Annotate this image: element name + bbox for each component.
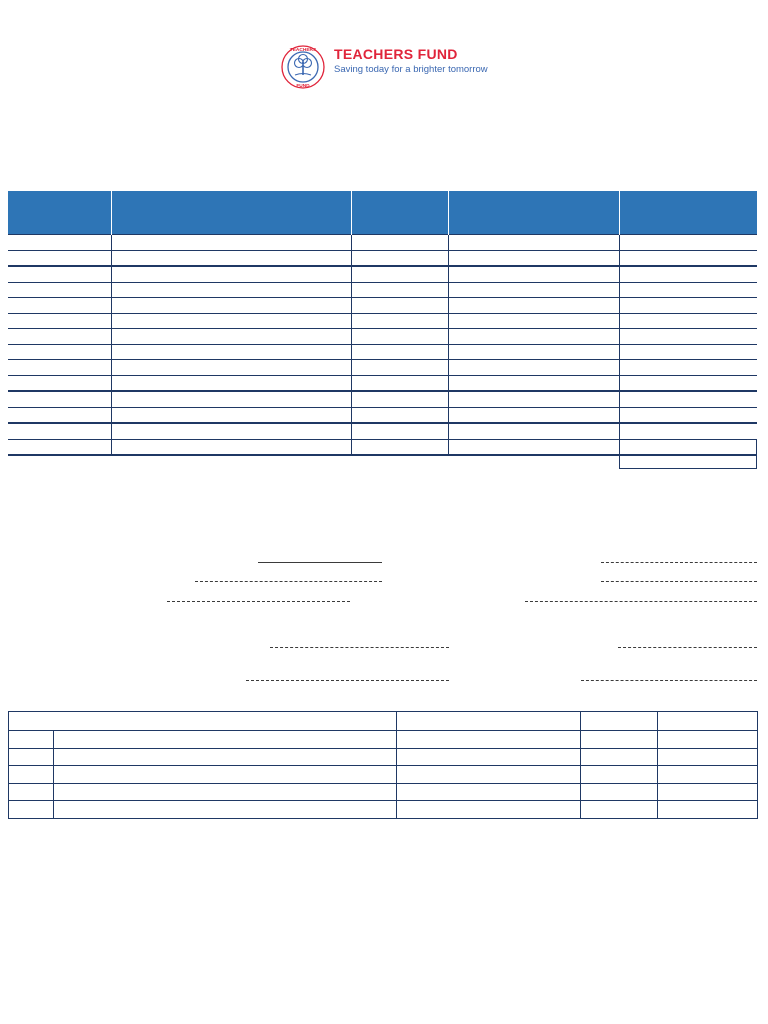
table-cell[interactable]	[111, 407, 351, 423]
table-row	[8, 375, 757, 391]
table-row	[9, 748, 758, 766]
table-cell[interactable]	[54, 731, 397, 749]
table-cell[interactable]	[8, 423, 111, 439]
table-cell[interactable]	[448, 360, 619, 376]
table-cell[interactable]	[448, 407, 619, 423]
table-cell[interactable]	[619, 298, 757, 314]
table-cell[interactable]	[351, 439, 448, 455]
table-cell[interactable]	[9, 783, 54, 801]
table-cell[interactable]	[397, 801, 581, 819]
table-cell[interactable]	[658, 766, 758, 784]
contribution-table	[8, 191, 757, 456]
table-cell[interactable]	[351, 407, 448, 423]
table-cell[interactable]	[9, 801, 54, 819]
table-cell[interactable]	[54, 748, 397, 766]
table-row	[8, 282, 757, 298]
table-cell[interactable]	[54, 783, 397, 801]
table-cell[interactable]	[8, 282, 111, 298]
table-header-cell	[397, 712, 581, 731]
table-header-cell	[448, 191, 619, 235]
table-cell[interactable]	[448, 250, 619, 266]
table-cell[interactable]	[448, 344, 619, 360]
blank-line[interactable]	[581, 680, 757, 681]
blank-line[interactable]	[525, 601, 757, 602]
table-cell[interactable]	[351, 360, 448, 376]
table-cell[interactable]	[581, 783, 658, 801]
svg-text:TEACHERS: TEACHERS	[289, 48, 317, 54]
table-row	[8, 360, 757, 376]
table-cell[interactable]	[619, 407, 757, 423]
table-cell[interactable]	[619, 375, 757, 391]
brand-tagline: Saving today for a brighter tomorrow	[334, 64, 488, 75]
table-header-cell	[581, 712, 658, 731]
table-row	[9, 801, 758, 819]
table-cell[interactable]	[8, 250, 111, 266]
table-row	[8, 313, 757, 329]
brand-name: TEACHERS FUND	[334, 46, 458, 62]
table-cell[interactable]	[658, 783, 758, 801]
table-row	[8, 344, 757, 360]
table-cell[interactable]	[351, 375, 448, 391]
table-cell[interactable]	[448, 423, 619, 439]
table-cell[interactable]	[111, 439, 351, 455]
table-cell[interactable]	[619, 360, 757, 376]
table-cell[interactable]	[351, 313, 448, 329]
table-row	[8, 235, 757, 251]
table-cell[interactable]	[8, 391, 111, 407]
blank-line[interactable]	[601, 581, 757, 582]
table-cell[interactable]	[9, 731, 54, 749]
table-cell[interactable]	[351, 298, 448, 314]
table-cell[interactable]	[111, 375, 351, 391]
table-cell[interactable]	[111, 391, 351, 407]
table-cell[interactable]	[111, 282, 351, 298]
table-row	[9, 731, 758, 749]
table-cell[interactable]	[111, 423, 351, 439]
table-cell[interactable]	[9, 766, 54, 784]
table-row	[9, 783, 758, 801]
table-cell[interactable]	[351, 250, 448, 266]
table-cell[interactable]	[397, 748, 581, 766]
total-box[interactable]	[619, 440, 757, 469]
table-cell[interactable]	[351, 235, 448, 251]
table-cell[interactable]	[448, 313, 619, 329]
table-cell[interactable]	[448, 298, 619, 314]
table-cell[interactable]	[448, 375, 619, 391]
blank-line[interactable]	[270, 647, 449, 648]
table-cell[interactable]	[619, 329, 757, 345]
table-cell[interactable]	[8, 375, 111, 391]
table-cell[interactable]	[8, 407, 111, 423]
table-cell[interactable]	[351, 329, 448, 345]
teachers-fund-logo	[280, 44, 500, 90]
table-cell[interactable]	[111, 329, 351, 345]
table-cell[interactable]	[619, 344, 757, 360]
table-cell[interactable]	[581, 748, 658, 766]
table-cell[interactable]	[619, 282, 757, 298]
table-cell[interactable]	[111, 235, 351, 251]
table-row	[9, 766, 758, 784]
table-cell[interactable]	[111, 266, 351, 282]
table-header-row	[8, 191, 757, 235]
table-cell[interactable]	[8, 329, 111, 345]
table-cell[interactable]	[581, 731, 658, 749]
table-cell[interactable]	[8, 344, 111, 360]
table-cell[interactable]	[8, 360, 111, 376]
table-cell[interactable]	[619, 250, 757, 266]
table-row	[8, 266, 757, 282]
table-cell[interactable]	[619, 391, 757, 407]
table-header-cell	[351, 191, 448, 235]
table-header-row	[9, 712, 758, 731]
table-cell[interactable]	[351, 391, 448, 407]
table-row	[8, 250, 757, 266]
table-row	[8, 407, 757, 423]
table-cell[interactable]	[111, 344, 351, 360]
table-header-cell	[111, 191, 351, 235]
table-cell[interactable]	[619, 266, 757, 282]
table-cell[interactable]	[448, 266, 619, 282]
table-cell[interactable]	[351, 282, 448, 298]
table-cell[interactable]	[54, 801, 397, 819]
table-cell[interactable]	[619, 235, 757, 251]
blank-line[interactable]	[195, 581, 382, 582]
blank-line[interactable]	[167, 601, 350, 602]
table-cell[interactable]	[54, 766, 397, 784]
table-cell[interactable]	[619, 313, 757, 329]
table-row	[8, 423, 757, 439]
table-cell[interactable]	[9, 748, 54, 766]
table-cell[interactable]	[8, 235, 111, 251]
seal-icon	[280, 44, 326, 90]
table-cell[interactable]	[658, 731, 758, 749]
summary-table	[8, 711, 758, 819]
table-cell[interactable]	[448, 329, 619, 345]
table-cell[interactable]	[351, 266, 448, 282]
table-header-cell	[658, 712, 758, 731]
table-cell[interactable]	[397, 783, 581, 801]
table-cell[interactable]	[8, 298, 111, 314]
table-cell[interactable]	[581, 801, 658, 819]
table-header-cell	[9, 712, 397, 731]
table-cell[interactable]	[351, 423, 448, 439]
table-cell[interactable]	[111, 250, 351, 266]
table-cell[interactable]	[8, 313, 111, 329]
table-cell[interactable]	[111, 360, 351, 376]
table-header-cell	[8, 191, 111, 235]
svg-text:FUND: FUND	[296, 84, 310, 89]
blank-line[interactable]	[258, 562, 382, 563]
table-cell[interactable]	[397, 766, 581, 784]
blank-line[interactable]	[601, 562, 757, 563]
table-cell[interactable]	[351, 344, 448, 360]
table-cell[interactable]	[8, 266, 111, 282]
table-cell[interactable]	[581, 766, 658, 784]
table-cell[interactable]	[448, 235, 619, 251]
blank-line[interactable]	[618, 647, 757, 648]
table-cell[interactable]	[658, 748, 758, 766]
table-row	[8, 391, 757, 407]
table-row	[8, 329, 757, 345]
table-cell[interactable]	[111, 298, 351, 314]
table-cell[interactable]	[448, 391, 619, 407]
table-header-cell	[619, 191, 757, 235]
table-row	[8, 298, 757, 314]
table-cell[interactable]	[658, 801, 758, 819]
table-cell[interactable]	[111, 313, 351, 329]
table-cell[interactable]	[448, 439, 619, 455]
blank-line[interactable]	[246, 680, 449, 681]
table-cell[interactable]	[619, 423, 757, 439]
table-cell[interactable]	[448, 282, 619, 298]
table-cell[interactable]	[397, 731, 581, 749]
table-cell[interactable]	[8, 439, 111, 455]
